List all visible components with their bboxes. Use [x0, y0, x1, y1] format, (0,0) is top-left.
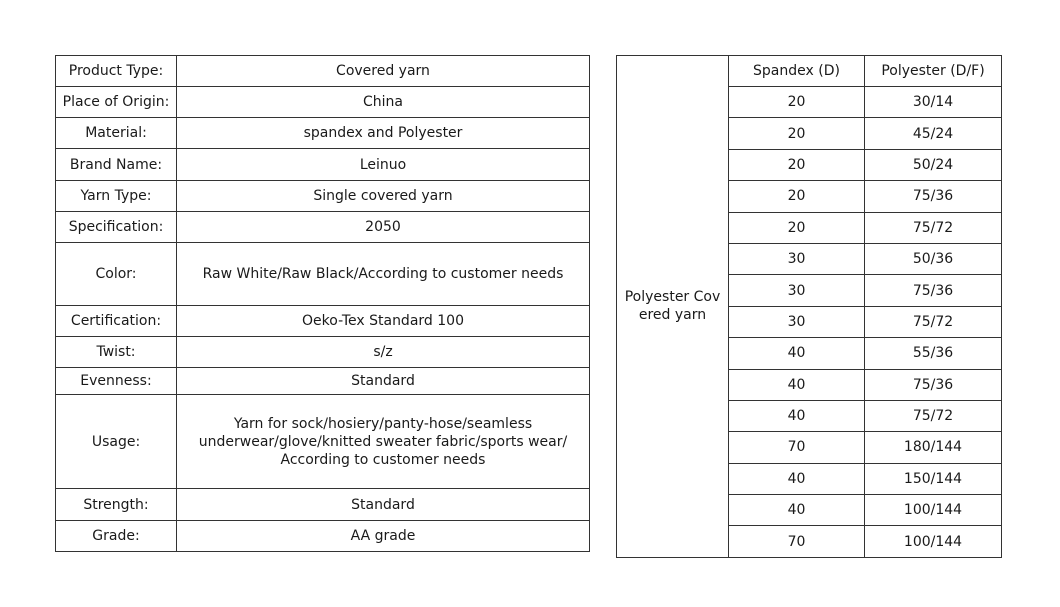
- spec-label: Product Type:: [56, 56, 177, 87]
- polyester-value: 30/14: [865, 87, 1002, 118]
- spec-value: spandex and Polyester: [177, 118, 590, 149]
- spec-row: [56, 149, 590, 181]
- spec-value: China: [177, 87, 590, 118]
- yarn-group-label: Polyester Cov ered yarn: [617, 56, 729, 558]
- spec-value: Covered yarn: [177, 56, 590, 87]
- spec-row: [56, 56, 590, 87]
- polyester-value: 75/72: [865, 400, 1002, 431]
- spec-row: [56, 212, 590, 243]
- polyester-value: 50/24: [865, 149, 1002, 180]
- spandex-value: 30: [729, 243, 865, 274]
- polyester-value: 75/36: [865, 369, 1002, 400]
- spec-value: 2050: [177, 212, 590, 243]
- spec-value: Standard: [177, 489, 590, 521]
- spec-label: Color:: [56, 243, 177, 306]
- spec-row: [56, 306, 590, 337]
- spandex-value: 40: [729, 400, 865, 431]
- spec-row: [56, 87, 590, 118]
- spandex-value: 70: [729, 526, 865, 557]
- spec-value: AA grade: [177, 521, 590, 552]
- spec-row: [56, 489, 590, 521]
- spandex-value: 40: [729, 369, 865, 400]
- spec-label: Brand Name:: [56, 149, 177, 181]
- spandex-value: 20: [729, 87, 865, 118]
- spandex-value: 20: [729, 149, 865, 180]
- spec-value: Raw White/Raw Black/According to customer needs: [177, 243, 590, 306]
- spandex-header: Spandex (D): [729, 56, 865, 87]
- polyester-value: 50/36: [865, 243, 1002, 274]
- spec-value: Oeko-Tex Standard 100: [177, 306, 590, 337]
- spec-row: [56, 395, 590, 489]
- polyester-value: 150/144: [865, 463, 1002, 494]
- spec-value: Single covered yarn: [177, 181, 590, 212]
- spandex-value: 20: [729, 212, 865, 243]
- polyester-value: 100/144: [865, 526, 1002, 557]
- spec-label: Certification:: [56, 306, 177, 337]
- spec-row: [56, 243, 590, 306]
- spec-label: Grade:: [56, 521, 177, 552]
- spandex-value: 70: [729, 432, 865, 463]
- spec-value: s/z: [177, 337, 590, 368]
- spec-label: Yarn Type:: [56, 181, 177, 212]
- yarn-size-table: [616, 55, 1002, 558]
- polyester-value: 75/36: [865, 275, 1002, 306]
- spec-label: Material:: [56, 118, 177, 149]
- spec-label: Usage:: [56, 395, 177, 489]
- polyester-value: 75/36: [865, 181, 1002, 212]
- spec-label: Evenness:: [56, 368, 177, 395]
- spec-label: Place of Origin:: [56, 87, 177, 118]
- spec-value: Leinuo: [177, 149, 590, 181]
- polyester-value: 100/144: [865, 495, 1002, 526]
- polyester-value: 55/36: [865, 338, 1002, 369]
- spandex-value: 40: [729, 495, 865, 526]
- spandex-value: 40: [729, 463, 865, 494]
- spandex-value: 20: [729, 118, 865, 149]
- spec-value: Yarn for sock/hosiery/panty-hose/seamless underwear/glove/knitted sweater fabric/sports wear/ According to customer needs: [177, 395, 590, 489]
- spandex-value: 30: [729, 306, 865, 337]
- spec-row: [56, 337, 590, 368]
- size-header-row: [617, 56, 1002, 87]
- spandex-value: 40: [729, 338, 865, 369]
- spec-row: [56, 181, 590, 212]
- spec-value: Standard: [177, 368, 590, 395]
- polyester-value: 75/72: [865, 212, 1002, 243]
- spandex-value: 30: [729, 275, 865, 306]
- spec-row: [56, 118, 590, 149]
- spec-row: [56, 368, 590, 395]
- polyester-value: 45/24: [865, 118, 1002, 149]
- product-spec-table: [55, 55, 590, 552]
- spec-label: Strength:: [56, 489, 177, 521]
- polyester-value: 75/72: [865, 306, 1002, 337]
- spec-row: [56, 521, 590, 552]
- spec-label: Twist:: [56, 337, 177, 368]
- spec-label: Specification:: [56, 212, 177, 243]
- spandex-value: 20: [729, 181, 865, 212]
- polyester-value: 180/144: [865, 432, 1002, 463]
- polyester-header: Polyester (D/F): [865, 56, 1002, 87]
